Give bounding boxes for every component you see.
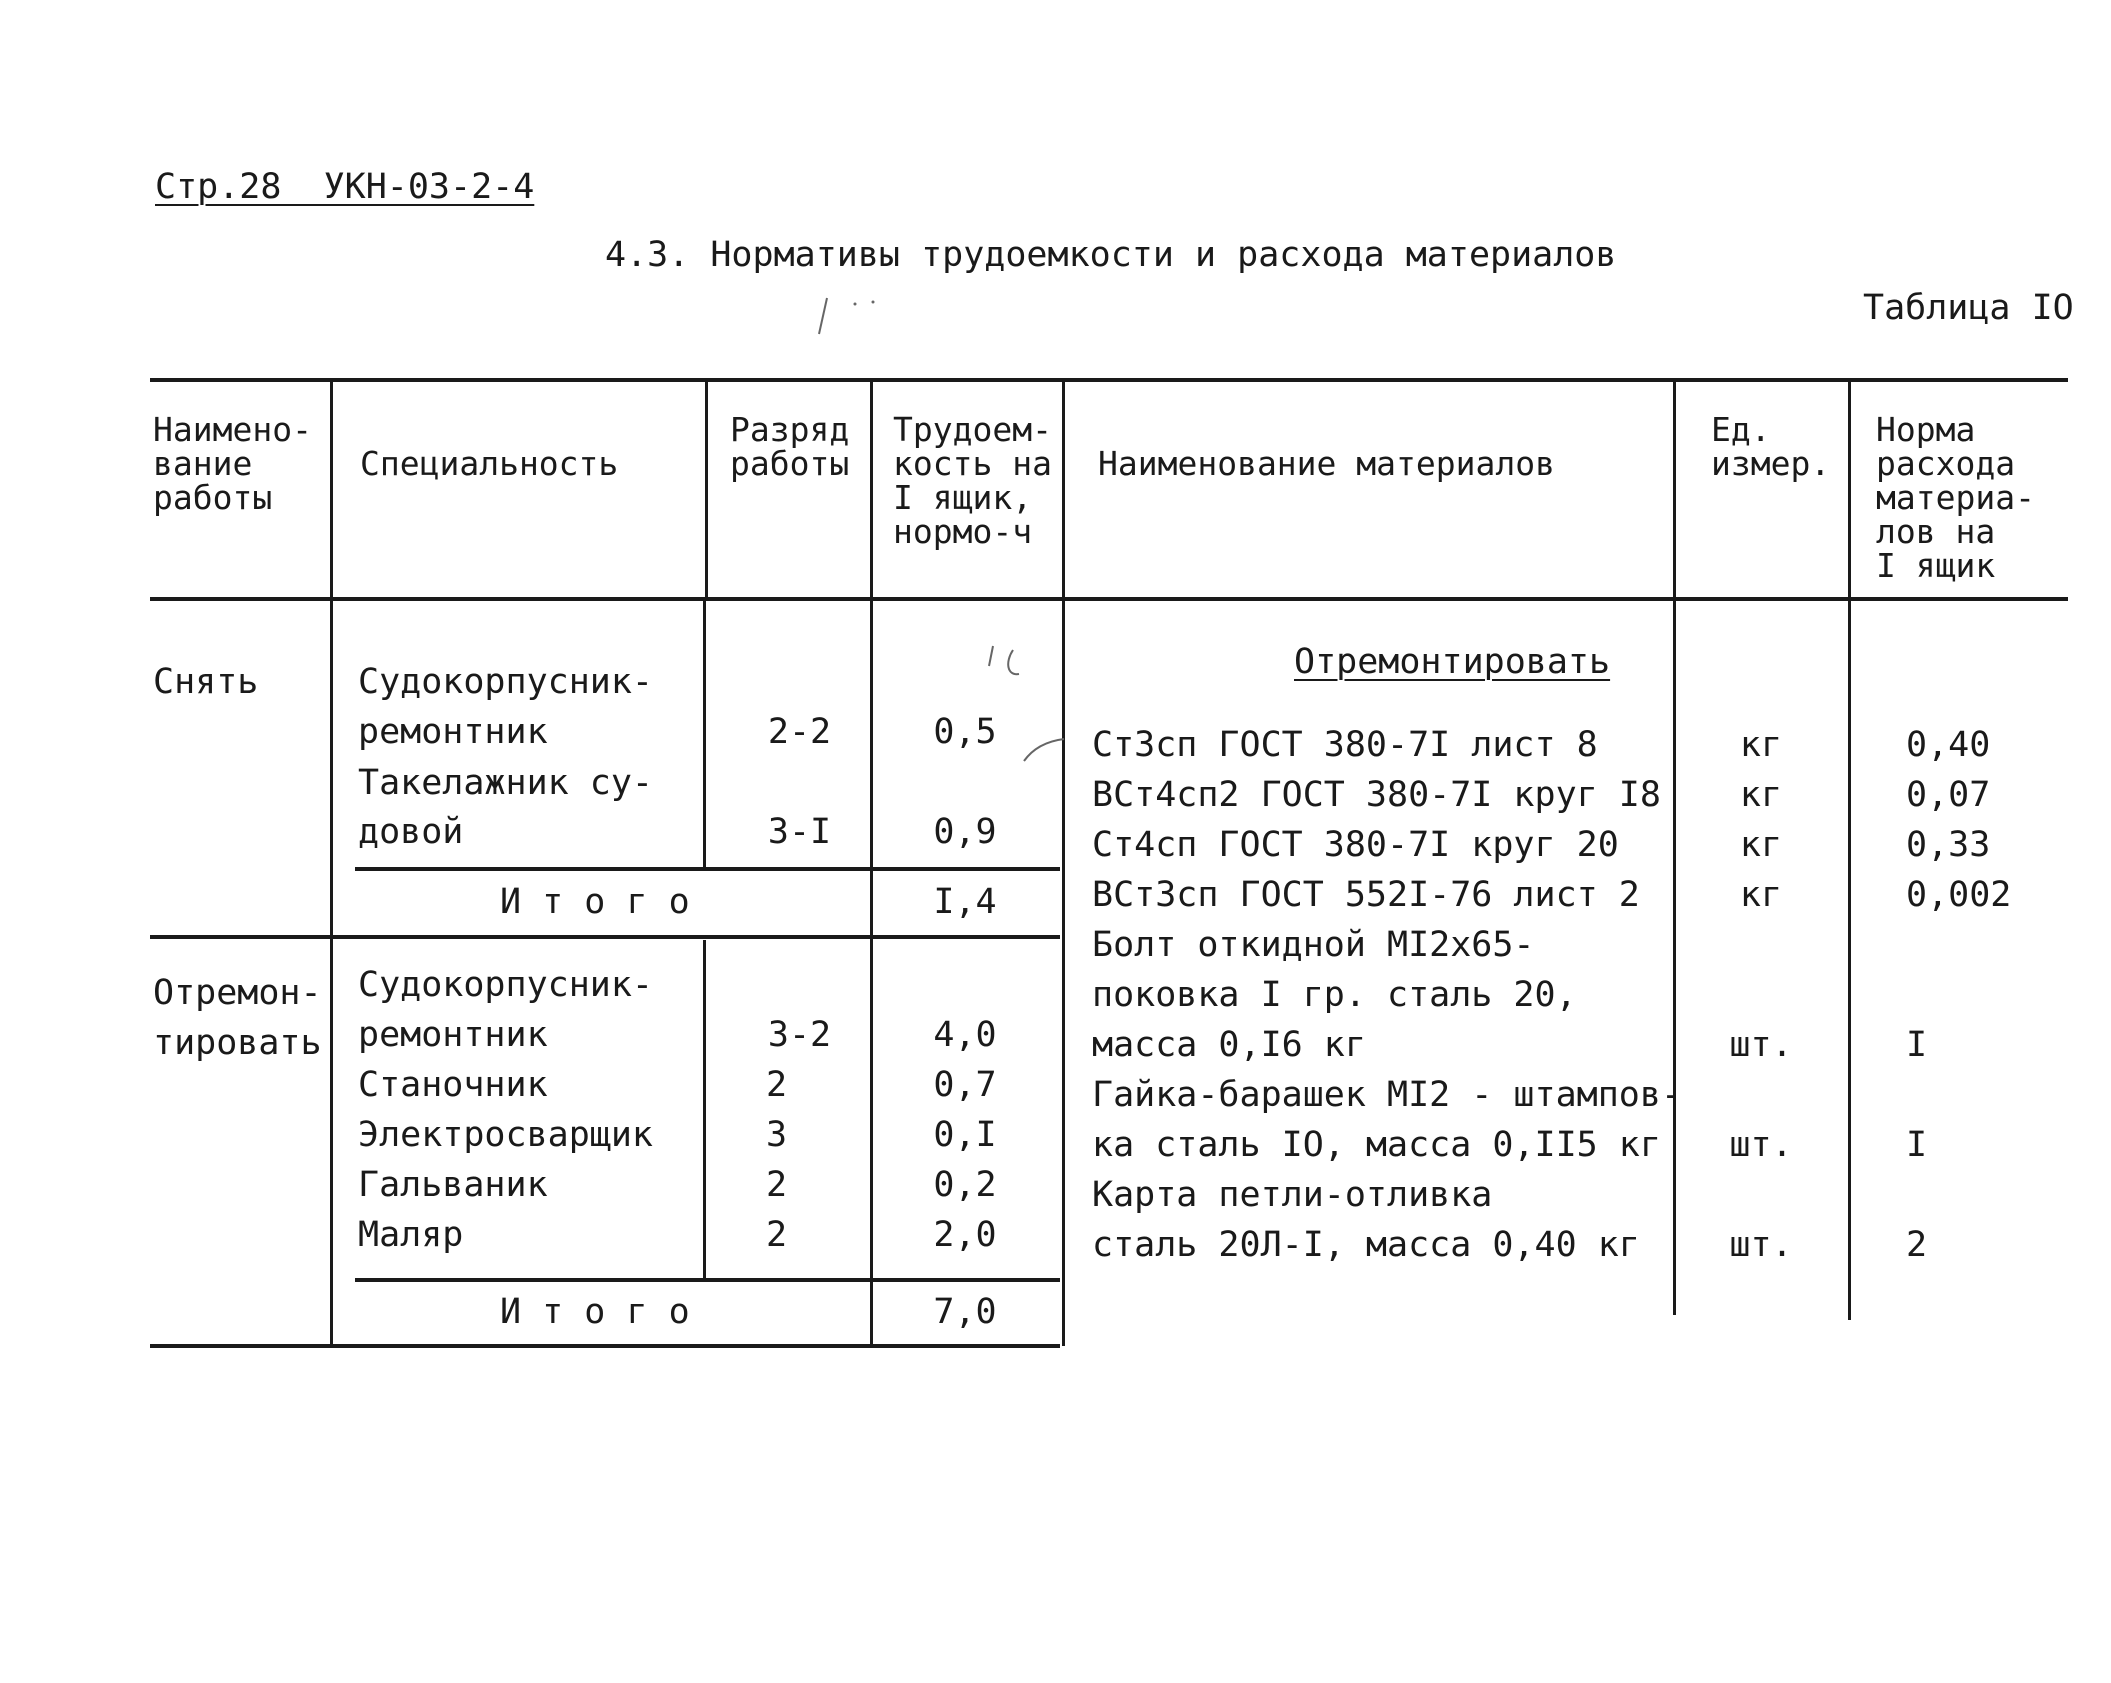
col-header-specialty: Специальность <box>360 444 619 483</box>
unit-cell: шт. <box>1729 1125 1793 1165</box>
material-line: Ст4сп ГОСТ 380-7I круг 20 <box>1092 825 1619 865</box>
material-line: ВСт3сп ГОСТ 552I-76 лист 2 <box>1092 875 1640 915</box>
material-line: сталь 20Л-I, масса 0,40 кг <box>1092 1225 1640 1265</box>
specialty-line: довой <box>358 812 464 852</box>
unit-cell: шт. <box>1729 1025 1793 1065</box>
norm-cell: 0,07 <box>1906 775 1991 815</box>
material-line: ка сталь IO, масса 0,II5 кг <box>1092 1125 1661 1165</box>
col-header-labor: Трудоем- кость на I ящик, нормо-ч <box>893 410 1052 551</box>
labor-cell: 0,2 <box>933 1165 997 1205</box>
total-value: 7,0 <box>933 1292 997 1332</box>
norm-cell: I <box>1906 1125 1928 1165</box>
col-header-grade: Разряд работы <box>730 410 850 483</box>
unit-cell: шт. <box>1729 1225 1793 1265</box>
subtotal-rule <box>355 867 1060 871</box>
grade-cell: 2 <box>766 1165 788 1205</box>
material-line: Болт откидной МI2х65- <box>1092 925 1535 965</box>
col-header-unit: Ед. измер. <box>1711 410 1831 483</box>
unit-cell: кг <box>1739 725 1783 765</box>
material-line: Гайка-барашек МI2 - штампов- <box>1092 1075 1683 1115</box>
norm-cell: 0,002 <box>1906 875 2012 915</box>
col-header-work-name: Наимено- вание работы <box>153 410 312 517</box>
grade-cell: 3-I <box>767 812 832 852</box>
table-bottom-rule <box>150 1344 1060 1348</box>
work-name-repair: Отремон- тировать <box>153 973 322 1063</box>
material-line: Карта петли-отливка <box>1092 1175 1493 1215</box>
material-line: ВСт4сп2 ГОСТ 380-7I круг I8 <box>1092 775 1661 815</box>
norm-cell: 0,33 <box>1906 825 1991 865</box>
total-label: И т о г о <box>500 882 690 922</box>
grade-cell: 2 <box>766 1065 788 1105</box>
norm-cell: 0,40 <box>1906 725 1991 765</box>
specialty-line: Такелажник су- <box>358 763 654 803</box>
specialty-line: ремонтник <box>358 1015 548 1055</box>
col-header-norm: Норма расхода материа- лов на I ящик <box>1876 410 2035 585</box>
grade-divider-group2 <box>703 940 706 1280</box>
page-reference: Стр.28 УКН-03-2-4 <box>155 167 535 207</box>
col-header-material: Наименование материалов <box>1098 444 1555 483</box>
specialty-line: Станочник <box>358 1065 548 1105</box>
table-label: Таблица IO <box>1863 288 2074 328</box>
unit-cell: кг <box>1739 875 1783 915</box>
column-divider <box>870 378 873 1346</box>
grade-divider-group1 <box>703 597 706 869</box>
subtotal-rule <box>355 1278 1060 1282</box>
grade-cell: 3-2 <box>767 1015 832 1055</box>
labor-cell: 0,9 <box>933 812 997 852</box>
material-line: поковка I гр. сталь 20, <box>1092 975 1577 1015</box>
pencil-mark <box>815 290 895 340</box>
group-separator-rule <box>150 935 1060 939</box>
materials-heading: Отремонтировать <box>1294 642 1611 682</box>
pencil-mark <box>985 640 1045 685</box>
column-divider <box>1848 378 1851 1320</box>
specialty-line: Судокорпусник- <box>358 662 654 702</box>
labor-cell: 2,0 <box>933 1215 997 1255</box>
total-value: I,4 <box>933 882 997 922</box>
specialty-line: Электросварщик <box>358 1115 654 1155</box>
header-bottom-rule <box>150 597 2068 601</box>
column-divider <box>330 378 333 1346</box>
material-line: масса 0,I6 кг <box>1092 1025 1366 1065</box>
labor-cell: 0,5 <box>933 712 997 752</box>
labor-cell: 0,7 <box>933 1065 997 1105</box>
column-divider <box>1062 378 1065 1346</box>
table-top-rule <box>150 378 2068 382</box>
unit-cell: кг <box>1739 775 1783 815</box>
labor-cell: 4,0 <box>933 1015 997 1055</box>
section-title: 4.3. Нормативы трудоемкости и расхода материалов <box>605 235 1617 275</box>
norm-cell: 2 <box>1906 1225 1928 1265</box>
unit-cell: кг <box>1739 825 1783 865</box>
norm-cell: I <box>1906 1025 1928 1065</box>
work-name-remove: Снять <box>153 662 259 702</box>
labor-cell: 0,I <box>933 1115 997 1155</box>
specialty-line: ремонтник <box>358 712 548 752</box>
grade-cell: 2-2 <box>767 712 832 752</box>
specialty-line: Судокорпусник- <box>358 965 654 1005</box>
column-divider <box>705 378 708 598</box>
total-label: И т о г о <box>500 1292 690 1332</box>
pencil-mark <box>1020 735 1070 765</box>
specialty-line: Маляр <box>358 1215 464 1255</box>
grade-cell: 3 <box>766 1115 788 1155</box>
material-line: Ст3сп ГОСТ 380-7I лист 8 <box>1092 725 1598 765</box>
specialty-line: Гальваник <box>358 1165 548 1205</box>
grade-cell: 2 <box>766 1215 788 1255</box>
